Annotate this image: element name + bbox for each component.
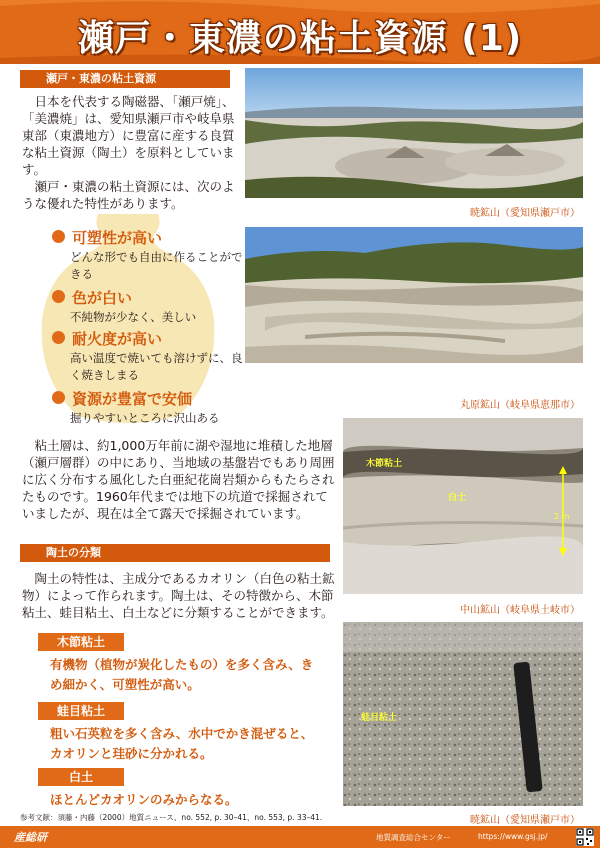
label-scale-2m: 2 m: [554, 512, 570, 521]
bullet-dot-icon: [52, 290, 65, 303]
feature-desc: 掘りやすいところに沢山ある: [70, 411, 220, 425]
reference-note: 参考文献：須藤・内藤（2000）地質ニュース、no. 552, p. 30–41、no. 553, p. 33–41.: [20, 813, 323, 822]
clay-type-gairome-title: 蛙目粘土: [38, 702, 124, 720]
bullet-dot-icon: [52, 331, 65, 344]
photo-maruhara-mine: [245, 227, 583, 363]
feature-desc: 高い温度で焼いても溶けずに、良く焼きしまる: [70, 351, 243, 382]
photo-akatsuki-mine-1: [245, 68, 583, 198]
label-gairome-clay: 蛙目粘土: [361, 713, 398, 723]
organization-name: 地質調査総合センター: [376, 833, 451, 842]
label-kibushi-clay: 木節粘土: [366, 459, 403, 469]
feature-title: 耐火度が高い: [72, 330, 163, 348]
page-title: 瀬戸・東濃の粘土資源 (1): [77, 18, 523, 59]
qr-code-icon: [576, 828, 594, 846]
clay-type-kibushi-title: 木節粘土: [38, 633, 124, 651]
section-title-clay-resources: 瀬戸・東濃の粘土資源: [20, 70, 230, 88]
feature-desc: どんな形でも自由に作ることができる: [70, 250, 243, 281]
classification-paragraph: 陶土の特性は、主成分であるカオリン（白色の粘土鉱物）によって作られます。陶土は、その特徴から、木節粘土、蛙目粘土、白土などに分類することができます。: [22, 571, 335, 620]
website-link[interactable]: https://www.gsj.jp/: [478, 832, 548, 841]
page-header: [0, 0, 600, 64]
intro-paragraph: [22, 93, 238, 212]
clay-type-kibushi-desc: 有機物（植物が炭化したもの）を多く含み、きめ細かく、可塑性が高い。: [50, 657, 314, 692]
feature-title: 資源が豊富で安価: [72, 390, 193, 408]
photo-caption: 中山鉱山（岐阜県土岐市）: [460, 605, 580, 616]
clay-type-shirotsuchi-title: 白土: [38, 768, 124, 786]
label-white-clay: 白土: [448, 493, 467, 503]
aist-logo: 産総研: [14, 831, 47, 844]
photo-caption: 暁鉱山（愛知県瀬戸市）: [470, 815, 580, 826]
photo-caption: 丸原鉱山（岐阜県恵那市）: [460, 400, 580, 411]
photo-caption: 暁鉱山（愛知県瀬戸市）: [470, 208, 580, 219]
intro-text-2: 瀬戸・東濃の粘土資源には、次のような優れた特性があります。: [22, 179, 235, 211]
bullet-dot-icon: [52, 230, 65, 243]
feature-desc: 不純物が少なく、美しい: [70, 310, 197, 324]
photo-nakayama-mine: [343, 418, 583, 594]
feature-title: 色が白い: [72, 289, 133, 307]
clay-type-gairome-desc: 粗い石英粒を多く含み、水中でかき混ぜると、カオリンと珪砂に分かれる。: [50, 726, 314, 761]
clay-layer-paragraph: 粘土層は、約1,000万年前に湖や湿地に堆積した地層（瀬戸層群）の中にあり、当地域の基盤岩でもあり周囲に広く分布する風化した白亜紀花崗岩類からもたらされたものです。1960年代までは地下の坑道で採掘されていましたが、現在は全て露天で採掘されています。: [22, 438, 335, 521]
feature-title: 可塑性が高い: [72, 229, 163, 247]
clay-type-shirotsuchi-desc: ほとんどカオリンのみからなる。: [50, 792, 238, 807]
section-title-clay-classification: 陶土の分類: [20, 544, 330, 562]
page-footer: [0, 826, 600, 848]
intro-text-1: 日本を代表する陶磁器、「瀬戸焼」、「美濃焼」は、愛知県瀬戸市や岐阜県東部（東濃地方）に豊富に産する良質な粘土資源（陶土）を原料としています。: [22, 94, 235, 177]
bullet-dot-icon: [52, 391, 65, 404]
